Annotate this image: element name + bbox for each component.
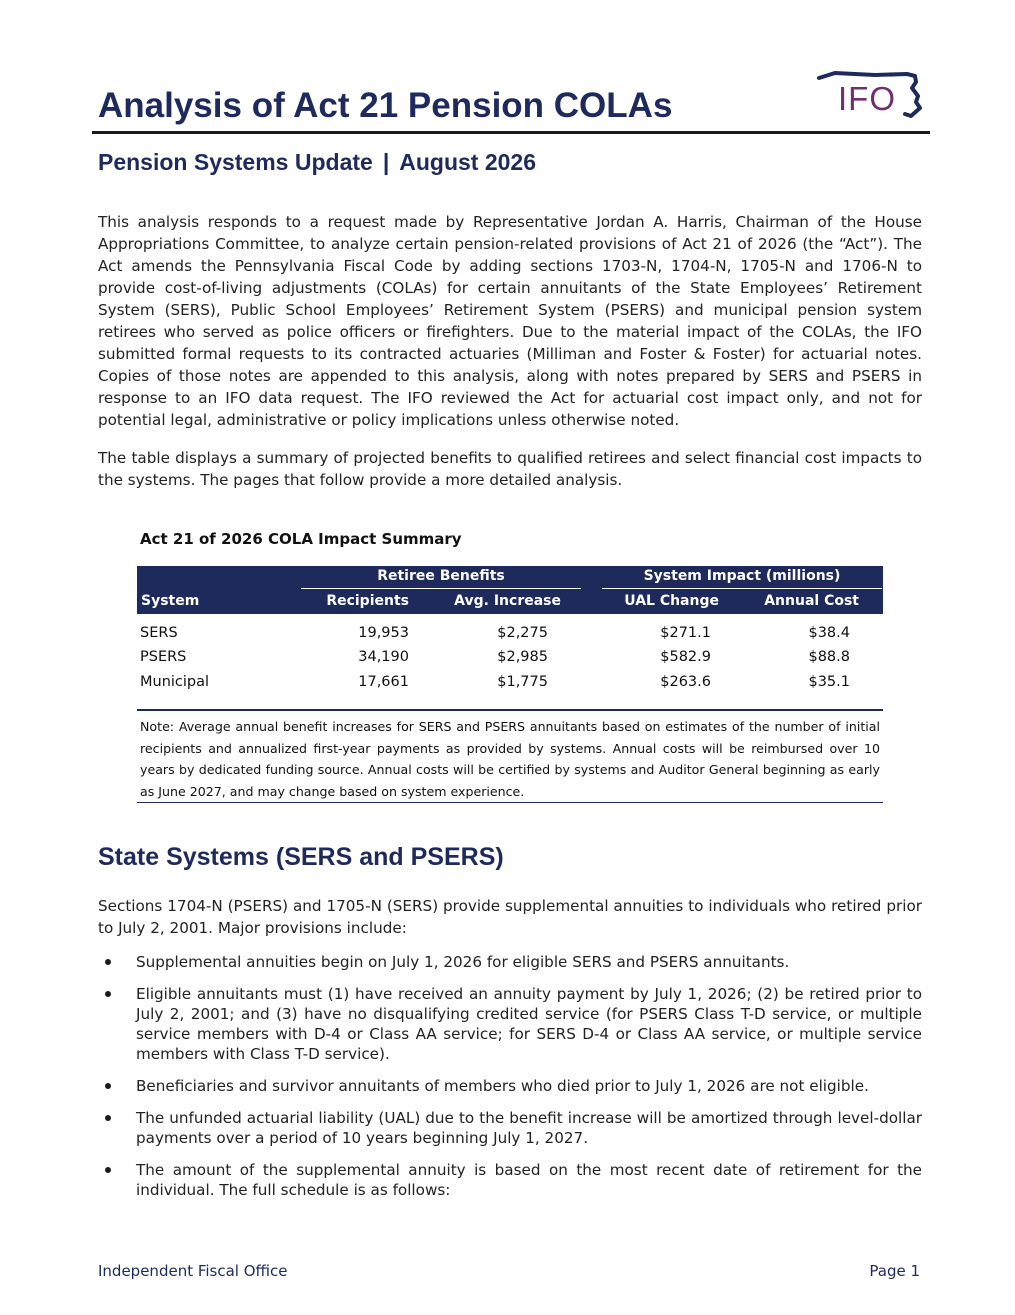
page-subtitle xyxy=(98,149,536,176)
cell-avg-increase: $2,985 xyxy=(497,649,548,665)
cell-annual-cost: $88.8 xyxy=(808,649,850,665)
table-bottom-rule xyxy=(137,802,883,803)
cell-recipients: 34,190 xyxy=(358,649,409,665)
cell-recipients: 17,661 xyxy=(358,674,409,690)
section-intro: Sections 1704-N (PSERS) and 1705-N (SERS) provide supplemental annuities to individuals who retired prior to July 2, 2001. Major provisions include: xyxy=(98,897,922,937)
cell-annual-cost: $35.1 xyxy=(808,674,850,690)
cell-annual-cost: $38.4 xyxy=(808,625,850,641)
table-row xyxy=(137,625,883,649)
col-header-avg-increase: Avg. Increase xyxy=(454,593,561,609)
page-title: Analysis of Act 21 Pension COLAs xyxy=(98,86,673,125)
bullet-icon xyxy=(105,959,111,965)
bullet-icon xyxy=(105,1167,111,1173)
cell-system: PSERS xyxy=(140,649,187,665)
list-item-text: Eligible annuitants must (1) have received an annuity payment by July 1, 2026; (2) be retired prior to July 2, 2001; and (3) have no disqualifying credited service (for PSERS Class T-D service, or multiple service members with D-4 or Class AA service; for SERS D-4 or Class AA service, or multiple service members with Class T-D service). xyxy=(136,985,922,1063)
col-header-annual-cost: Annual Cost xyxy=(764,593,859,609)
subtitle-separator: | xyxy=(382,149,390,175)
table-header xyxy=(137,566,883,614)
intro-paragraph-2: The table displays a summary of projected benefits to qualified retirees and select financial cost impacts to the systems. The pages that follow provide a more detailed analysis. xyxy=(98,449,922,489)
footer-organization: Independent Fiscal Office xyxy=(98,1262,288,1280)
table-caption: Act 21 of 2026 COLA Impact Summary xyxy=(140,530,462,548)
cell-system: Municipal xyxy=(140,674,210,690)
bullet-icon xyxy=(105,991,111,997)
section-heading: State Systems (SERS and PSERS) xyxy=(98,843,504,871)
table-group-system: System Impact (millions) xyxy=(643,568,841,584)
list-item xyxy=(98,952,922,972)
bullet-icon xyxy=(105,1083,111,1089)
cell-recipients: 19,953 xyxy=(358,625,409,641)
logo-text: IFO xyxy=(838,80,896,117)
list-item-text: Supplemental annuities begin on July 1, 2026 for eligible SERS and PSERS annuitants. xyxy=(136,953,790,971)
page-number: Page 1 xyxy=(869,1262,920,1280)
table-row xyxy=(137,649,883,673)
subtitle-topic: Pension Systems Update xyxy=(98,149,373,175)
list-item xyxy=(98,1108,922,1148)
table-row xyxy=(137,674,883,698)
group-underline xyxy=(602,588,882,589)
table-divider xyxy=(137,709,883,711)
list-item xyxy=(98,1160,922,1200)
ifo-logo xyxy=(815,68,925,124)
list-item-text: The unfunded actuarial liability (UAL) due to the benefit increase will be amortized through level-dollar payments over a period of 10 years beginning July 1, 2027. xyxy=(136,1109,922,1147)
group-underline xyxy=(301,588,581,589)
bullet-icon xyxy=(105,1115,111,1121)
cell-system: SERS xyxy=(140,625,178,641)
col-header-ual-change: UAL Change xyxy=(624,593,719,609)
intro-paragraph-1: This analysis responds to a request made by Representative Jordan A. Harris, Chairman of the House Appropriations Committee, to analyze certain pension-related provisions of Act 21 of 2026 (the “Act”). The Act amends the Pennsylvania Fiscal Code by adding sections 1703-N, 1704-N, 1705-N and 1706-N to provide cost-of-living adjustments (COLAs) for certain annuitants of the State Employees’ Retirement System (SERS), Public School Employees’ Retirement System (PSERS) and municipal pension system retirees who served as police officers or firefighters. Due to the material impact of the COLAs, the IFO submitted formal requests to its contracted actuaries (Milliman and Foster & Foster) for actuarial notes. Copies of those notes are appended to this analysis, along with notes prepared by SERS and PSERS in response to an IFO data request. The IFO reviewed the Act for actuarial cost impact only, and not for potential legal, administrative or policy implications unless otherwise noted. xyxy=(98,213,922,429)
table-group-retiree: Retiree Benefits xyxy=(377,568,505,584)
cell-avg-increase: $2,275 xyxy=(497,625,548,641)
provisions-list xyxy=(98,952,922,1212)
cell-ual-change: $582.9 xyxy=(660,649,711,665)
list-item xyxy=(98,1076,922,1096)
list-item-text: Beneficiaries and survivor annuitants of members who died prior to July 1, 2026 are not eligible. xyxy=(136,1077,869,1095)
cell-ual-change: $263.6 xyxy=(660,674,711,690)
subtitle-date: August 2026 xyxy=(399,149,537,175)
cell-avg-increase: $1,775 xyxy=(497,674,548,690)
list-item-text: The amount of the supplemental annuity is based on the most recent date of retirement for the individual. The full schedule is as follows: xyxy=(136,1161,922,1199)
col-header-recipients: Recipients xyxy=(326,593,409,609)
cell-ual-change: $271.1 xyxy=(660,625,711,641)
col-header-system: System xyxy=(141,593,200,609)
list-item xyxy=(98,984,922,1064)
title-divider xyxy=(92,131,930,134)
table-note: Note: Average annual benefit increases for SERS and PSERS annuitants based on estimates of the number of initial recipients and annualized first-year payments as provided by systems. Annual costs will be reimbursed over 10 years by dedicated funding source. Annual costs will be certified by systems and Auditor General beginning as early as June 2027, and may change based on system experience. xyxy=(140,719,880,799)
